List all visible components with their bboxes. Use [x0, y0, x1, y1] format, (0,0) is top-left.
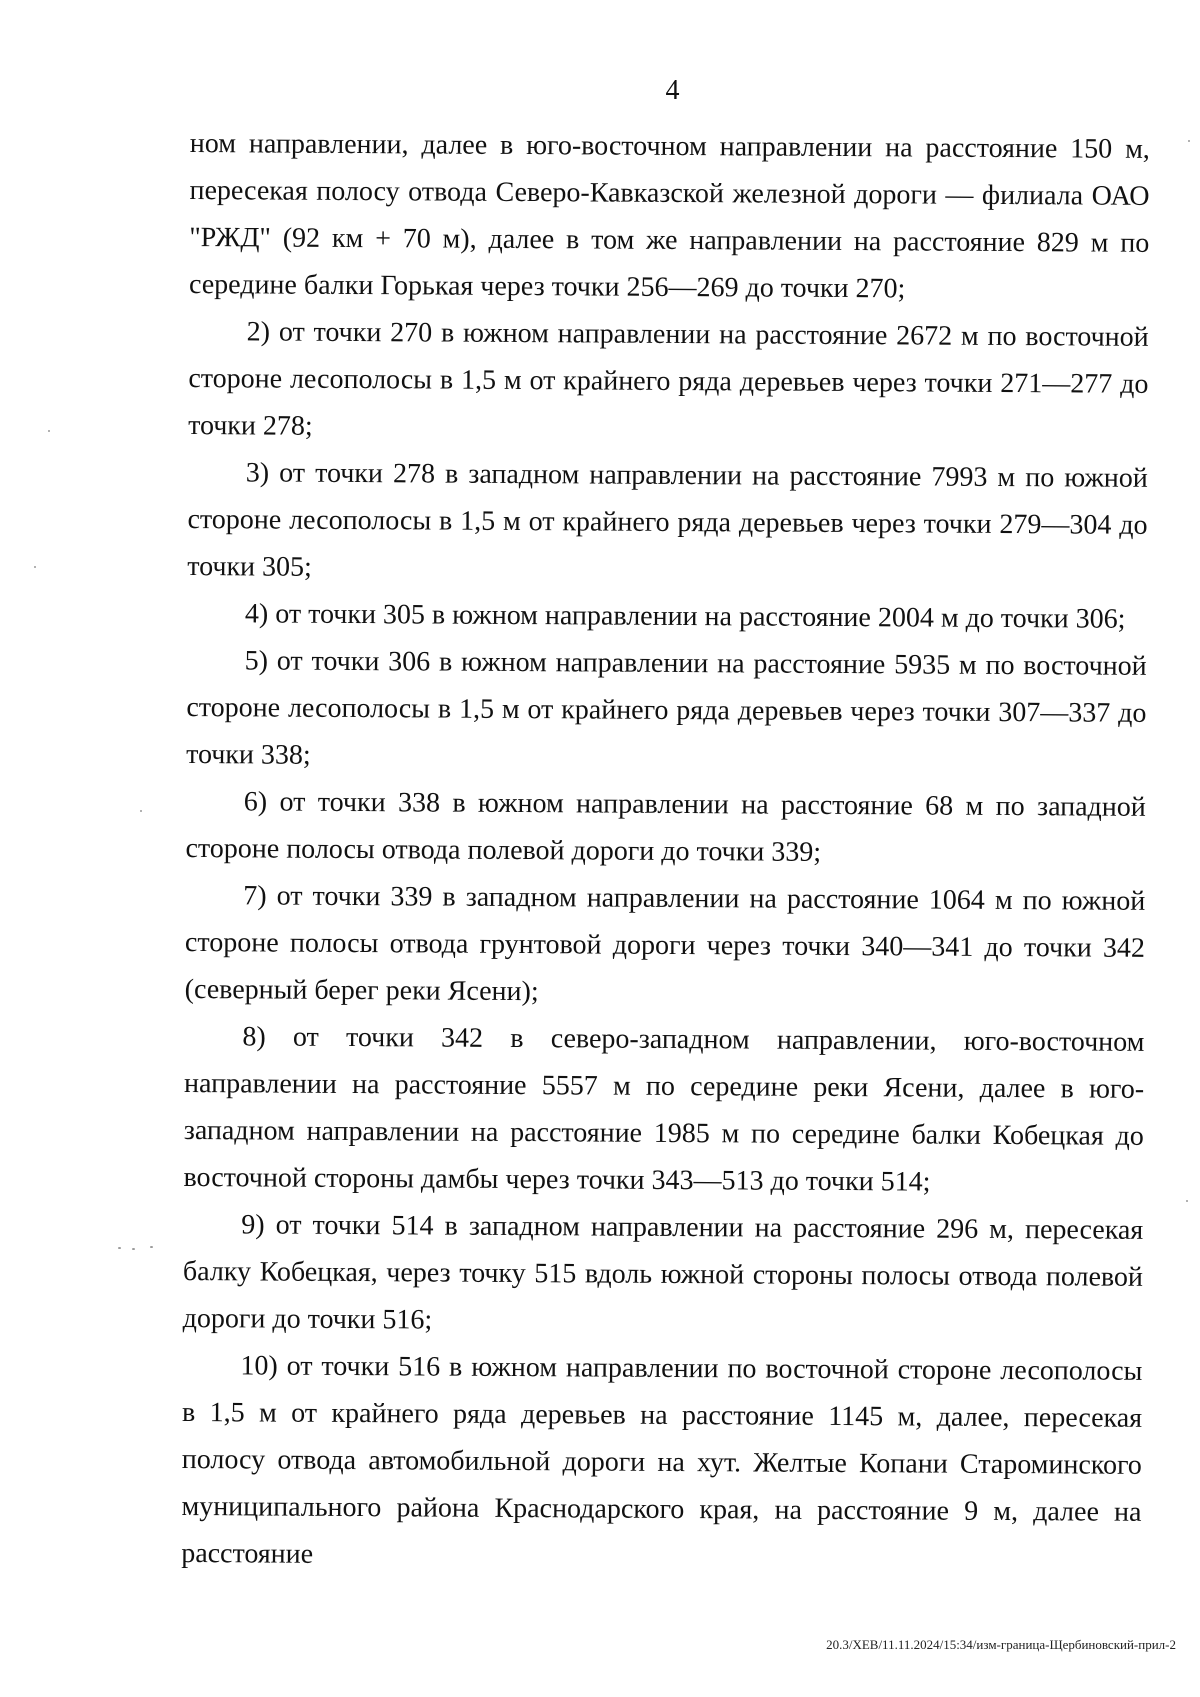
paragraph-continuation: ном направлении, далее в юго-восточном направлении на расстояние 150 м, пересекая полосу отвода Северо-Кавказской железной дороги — филиала ОАО "РЖД" (92 км + 70 м), далее в том же направлении на расстояние 829 м по середине балки Горькая через точки 256—269 до точки 270; [188, 127, 1150, 305]
scan-speck [118, 1247, 121, 1249]
document-body [181, 120, 1150, 1583]
scan-speck [1188, 140, 1190, 142]
scan-speck [132, 1248, 135, 1250]
paragraph-item-2: 2) от точки 270 в южном направлении на расстояние 2672 м по восточной стороне лесополосы в 1,5 м от крайнего ряда деревьев через точки 271—277 до точки 278; [188, 316, 1149, 442]
scan-speck [1186, 1200, 1188, 1202]
page-number: 4 [665, 75, 680, 106]
scan-speck [150, 1246, 153, 1248]
paragraph-item-10: 10) от точки 516 в южном направлении по восточной стороне лесополосы в 1,5 м от крайнего ряда деревьев на расстояние 1145 м, далее, пересекая полосу отвода автомобильной дороги на хут. Желтые Копани Староминского муниципального района Краснодарского края, на расстояние 9 м, далее на расстояние [181, 1350, 1143, 1570]
scan-speck [48, 430, 50, 432]
scan-speck [140, 810, 142, 812]
paragraph-item-4: 4) от точки 305 в южном направлении на расстояние 2004 м до точки 306; [244, 598, 1126, 635]
paragraph-item-8: 8) от точки 342 в северо-западном направлении, юго-восточном направлении на расстояние 5557 м по середине реки Ясени, далее в юго-западном направлении на расстояние 1985 м по середине балки Кобецкая до восточной стороны дамбы через точки 343—513 до точки 514; [183, 1021, 1145, 1198]
document-reference-code: 20.3/ХЕВ/11.11.2024/15:34/изм-граница-Щербиновский-прил-2 [826, 1637, 1176, 1652]
paragraph-item-5: 5) от точки 306 в южном направлении на расстояние 5935 м по восточной стороне лесополосы в 1,5 м от крайнего ряда деревьев через точки 307—337 до точки 338; [186, 645, 1147, 771]
paragraph-item-3: 3) от точки 278 в западном направлении на расстояние 7993 м по южной стороне лесополосы в 1,5 м от крайнего ряда деревьев через точки 279—304 до точки 305; [187, 457, 1148, 583]
paragraph-item-6: 6) от точки 338 в южном направлении на расстояние 68 м по западной стороне полосы отвода полевой дороги до точки 339; [185, 786, 1146, 868]
paragraph-item-9: 9) от точки 514 в западном направлении на расстояние 296 м, пересекая балку Кобецкая, через точку 515 вдоль южной стороны полосы отвода полевой дороги до точки 516; [182, 1209, 1144, 1336]
scan-speck [34, 566, 36, 568]
paragraph-item-7: 7) от точки 339 в западном направлении на расстояние 1064 м по южной стороне полосы отвода грунтовой дороги через точки 340—341 до точки 342 (северный берег реки Ясени); [184, 880, 1146, 1008]
